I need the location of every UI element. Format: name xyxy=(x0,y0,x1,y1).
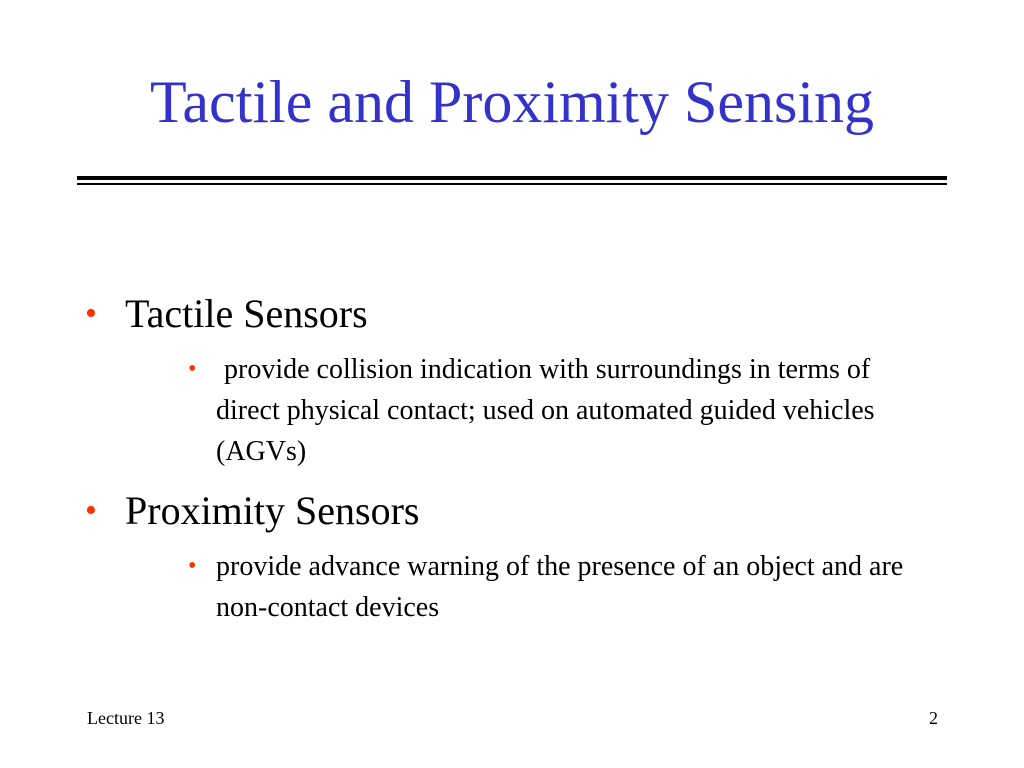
sub-bullet-icon: • xyxy=(188,356,197,382)
footer-lecture-label: Lecture 13 xyxy=(87,708,165,728)
slide-title: Tactile and Proximity Sensing xyxy=(149,69,875,135)
sub-bullet-text: provide advance warning of the presence of an object and are non-contact devices xyxy=(216,551,904,623)
bullet-icon: • xyxy=(85,492,97,529)
bullet-text: Proximity Sensors xyxy=(125,488,420,533)
sub-bullet-text: provide collision indication with surroundings in terms of direct physical contact; used on automated guided vehicles (AGVs) xyxy=(216,354,875,467)
sub-bullet-icon: • xyxy=(188,553,197,579)
bullet-text: Tactile Sensors xyxy=(125,291,368,336)
bullet-icon: • xyxy=(85,295,97,332)
footer-page-number: 2 xyxy=(929,708,938,728)
